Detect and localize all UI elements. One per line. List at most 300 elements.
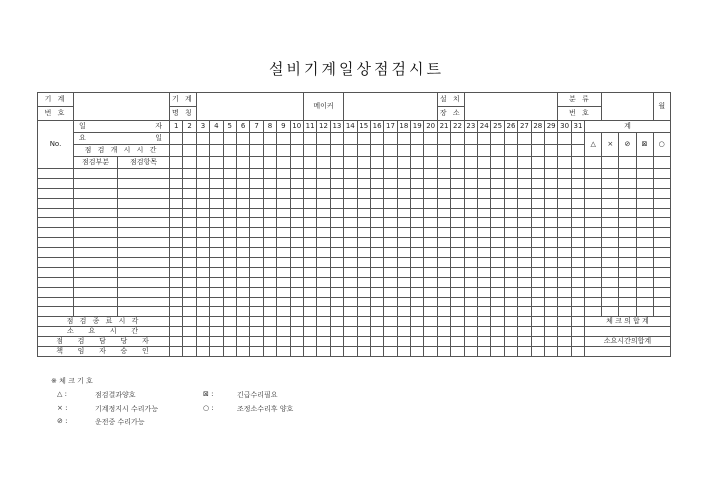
grid-cell bbox=[330, 347, 343, 357]
grid-cell bbox=[424, 248, 437, 258]
grid-cell bbox=[437, 277, 450, 287]
grid-cell bbox=[585, 188, 602, 198]
day-number: 24 bbox=[478, 121, 491, 133]
grid-cell bbox=[290, 277, 303, 287]
grid-cell bbox=[317, 307, 330, 317]
grid-cell bbox=[411, 248, 424, 258]
grid-cell bbox=[317, 238, 330, 248]
grid-cell bbox=[170, 297, 183, 307]
grid-cell bbox=[210, 208, 223, 218]
grid-cell bbox=[183, 307, 196, 317]
day-number: 4 bbox=[210, 121, 223, 133]
grid-cell bbox=[464, 188, 477, 198]
grid-cell bbox=[263, 297, 276, 307]
part-cell bbox=[74, 287, 118, 297]
grid-row bbox=[38, 307, 671, 317]
grid-cell bbox=[170, 157, 183, 169]
grid-cell bbox=[585, 238, 602, 248]
grid-cell bbox=[303, 169, 316, 179]
grid-cell bbox=[504, 287, 517, 297]
weekday-cell bbox=[196, 133, 209, 145]
grid-cell bbox=[170, 198, 183, 208]
grid-cell bbox=[478, 277, 491, 287]
grid-cell bbox=[277, 208, 290, 218]
check-symbol: ○ bbox=[653, 133, 670, 157]
grid-cell bbox=[317, 327, 330, 337]
day-number: 26 bbox=[504, 121, 517, 133]
grid-cell bbox=[196, 208, 209, 218]
grid-cell bbox=[357, 218, 370, 228]
grid-cell bbox=[236, 238, 249, 248]
grid-cell bbox=[357, 337, 370, 347]
start-time-cell bbox=[397, 145, 410, 157]
grid-cell bbox=[384, 317, 397, 327]
grid-row bbox=[38, 337, 671, 347]
grid-row bbox=[38, 178, 671, 188]
day-number: 12 bbox=[317, 121, 330, 133]
grid-cell bbox=[250, 188, 263, 198]
grid-cell bbox=[504, 337, 517, 347]
day-number: 20 bbox=[424, 121, 437, 133]
grid-cell bbox=[558, 327, 571, 337]
grid-cell bbox=[558, 297, 571, 307]
grid-cell bbox=[602, 218, 619, 228]
grid-cell bbox=[397, 218, 410, 228]
grid-cell bbox=[424, 317, 437, 327]
grid-cell bbox=[558, 178, 571, 188]
grid-row bbox=[38, 169, 671, 179]
grid-cell bbox=[504, 238, 517, 248]
grid-cell bbox=[437, 228, 450, 238]
grid-cell bbox=[464, 297, 477, 307]
grid-cell bbox=[464, 267, 477, 277]
grid-cell bbox=[277, 228, 290, 238]
grid-cell bbox=[183, 218, 196, 228]
grid-cell bbox=[451, 258, 464, 268]
weekday-cell bbox=[558, 133, 571, 145]
grid-cell bbox=[411, 157, 424, 169]
legend-heading: ※ 체 크 기 호 bbox=[51, 377, 93, 385]
grid-cell bbox=[344, 188, 357, 198]
grid-cell bbox=[370, 258, 383, 268]
grid-row bbox=[38, 208, 671, 218]
grid-cell bbox=[636, 178, 653, 188]
grid-cell bbox=[585, 218, 602, 228]
grid-cell bbox=[571, 327, 584, 337]
grid-cell bbox=[544, 169, 557, 179]
grid-cell bbox=[653, 277, 670, 287]
grid-cell bbox=[357, 178, 370, 188]
grid-cell bbox=[544, 317, 557, 327]
grid-cell bbox=[653, 258, 670, 268]
grid-cell bbox=[263, 218, 276, 228]
grid-cell bbox=[636, 297, 653, 307]
grid-cell bbox=[236, 307, 249, 317]
grid-cell bbox=[290, 228, 303, 238]
grid-cell bbox=[317, 347, 330, 357]
grid-cell bbox=[277, 337, 290, 347]
grid-cell bbox=[236, 287, 249, 297]
grid-cell bbox=[370, 287, 383, 297]
grid-cell bbox=[183, 287, 196, 297]
grid-cell bbox=[571, 198, 584, 208]
grid-cell bbox=[277, 307, 290, 317]
grid-cell bbox=[196, 337, 209, 347]
grid-cell bbox=[504, 327, 517, 337]
grid-cell bbox=[290, 347, 303, 357]
inspection-grid bbox=[37, 92, 671, 357]
check-symbol: × bbox=[602, 133, 619, 157]
grid-cell bbox=[344, 327, 357, 337]
grid-cell bbox=[619, 228, 636, 238]
grid-cell bbox=[437, 198, 450, 208]
grid-cell bbox=[411, 169, 424, 179]
grid-cell bbox=[263, 169, 276, 179]
grid-cell bbox=[504, 228, 517, 238]
grid-cell bbox=[170, 277, 183, 287]
grid-cell bbox=[223, 198, 236, 208]
grid-cell bbox=[183, 178, 196, 188]
grid-cell bbox=[303, 317, 316, 327]
grid-cell bbox=[518, 277, 531, 287]
grid-cell bbox=[424, 258, 437, 268]
grid-cell bbox=[303, 248, 316, 258]
grid-cell bbox=[236, 157, 249, 169]
grid-cell bbox=[491, 317, 504, 327]
grid-cell bbox=[357, 287, 370, 297]
grid-cell bbox=[317, 267, 330, 277]
item-cell bbox=[118, 258, 170, 268]
start-time-cell bbox=[478, 145, 491, 157]
grid-cell bbox=[602, 228, 619, 238]
grid-cell bbox=[558, 157, 571, 169]
grid-cell bbox=[424, 178, 437, 188]
grid-cell bbox=[370, 188, 383, 198]
grid-cell bbox=[263, 327, 276, 337]
grid-cell bbox=[210, 347, 223, 357]
part-cell bbox=[74, 258, 118, 268]
grid-cell bbox=[437, 169, 450, 179]
grid-cell bbox=[196, 347, 209, 357]
grid-cell bbox=[290, 218, 303, 228]
start-time-cell bbox=[196, 145, 209, 157]
grid-cell bbox=[397, 277, 410, 287]
grid-cell bbox=[317, 169, 330, 179]
day-number: 7 bbox=[250, 121, 263, 133]
grid-cell bbox=[558, 198, 571, 208]
grid-cell bbox=[344, 267, 357, 277]
grid-cell bbox=[223, 248, 236, 258]
grid-cell bbox=[464, 277, 477, 287]
grid-cell bbox=[544, 297, 557, 307]
weekday-cell bbox=[263, 133, 276, 145]
grid-cell bbox=[437, 307, 450, 317]
grid-cell bbox=[330, 327, 343, 337]
grid-cell bbox=[544, 218, 557, 228]
start-time-cell bbox=[223, 145, 236, 157]
start-time-cell bbox=[236, 145, 249, 157]
grid-cell bbox=[263, 157, 276, 169]
grid-cell bbox=[558, 307, 571, 317]
grid-cell bbox=[636, 307, 653, 317]
grid-cell bbox=[277, 157, 290, 169]
machine-no-label: 번 호 bbox=[38, 107, 74, 121]
grid-cell bbox=[370, 178, 383, 188]
grid-cell bbox=[464, 218, 477, 228]
weekday-cell bbox=[384, 133, 397, 145]
row-no-cell bbox=[38, 198, 74, 208]
grid-cell bbox=[183, 347, 196, 357]
grid-cell bbox=[491, 277, 504, 287]
legend-symbol: × : bbox=[57, 404, 68, 412]
grid-row bbox=[38, 133, 671, 145]
grid-cell bbox=[370, 317, 383, 327]
grid-cell bbox=[384, 267, 397, 277]
grid-cell bbox=[170, 208, 183, 218]
grid-cell bbox=[491, 198, 504, 208]
check-symbol-legend bbox=[37, 372, 670, 426]
grid-cell bbox=[491, 248, 504, 258]
grid-cell bbox=[236, 188, 249, 198]
grid-cell bbox=[370, 327, 383, 337]
grid-cell bbox=[330, 287, 343, 297]
grid-cell bbox=[653, 238, 670, 248]
grid-row bbox=[38, 317, 671, 327]
grid-cell bbox=[210, 267, 223, 277]
item-cell bbox=[118, 248, 170, 258]
grid-cell bbox=[531, 347, 544, 357]
grid-cell bbox=[478, 307, 491, 317]
grid-cell bbox=[250, 169, 263, 179]
grid-cell bbox=[250, 337, 263, 347]
weekday-cell bbox=[424, 133, 437, 145]
grid-cell bbox=[196, 277, 209, 287]
grid-cell bbox=[170, 347, 183, 357]
grid-cell bbox=[464, 228, 477, 238]
date-label: 일 자 bbox=[74, 121, 170, 133]
grid-cell bbox=[451, 178, 464, 188]
grid-cell bbox=[478, 337, 491, 347]
grid-cell bbox=[531, 287, 544, 297]
grid-cell bbox=[223, 238, 236, 248]
grid-cell bbox=[223, 297, 236, 307]
grid-cell bbox=[437, 258, 450, 268]
grid-cell bbox=[196, 188, 209, 198]
grid-cell bbox=[544, 337, 557, 347]
grid-cell bbox=[357, 208, 370, 218]
grid-cell bbox=[344, 248, 357, 258]
grid-cell bbox=[437, 267, 450, 277]
grid-cell bbox=[250, 178, 263, 188]
grid-cell bbox=[397, 198, 410, 208]
grid-cell bbox=[504, 157, 517, 169]
day-number: 2 bbox=[183, 121, 196, 133]
location-value bbox=[464, 93, 558, 121]
legend-text: 점검결과양호 bbox=[95, 391, 136, 399]
class-no-label: 분 류 bbox=[558, 93, 602, 107]
grid-cell bbox=[504, 258, 517, 268]
grid-cell bbox=[397, 248, 410, 258]
grid-cell bbox=[411, 347, 424, 357]
grid-cell bbox=[518, 267, 531, 277]
grid-cell bbox=[478, 267, 491, 277]
day-number: 29 bbox=[544, 121, 557, 133]
grid-cell bbox=[451, 238, 464, 248]
grid-cell bbox=[250, 307, 263, 317]
grid-cell bbox=[183, 258, 196, 268]
day-number: 30 bbox=[558, 121, 571, 133]
grid-cell bbox=[531, 267, 544, 277]
grid-cell bbox=[636, 169, 653, 179]
grid-cell bbox=[451, 248, 464, 258]
grid-cell bbox=[236, 178, 249, 188]
grid-cell bbox=[317, 228, 330, 238]
grid-cell bbox=[196, 307, 209, 317]
grid-cell bbox=[183, 337, 196, 347]
grid-cell bbox=[196, 287, 209, 297]
grid-cell bbox=[277, 347, 290, 357]
start-time-cell bbox=[370, 145, 383, 157]
grid-cell bbox=[384, 208, 397, 218]
grid-cell bbox=[384, 228, 397, 238]
grid-cell bbox=[250, 267, 263, 277]
weekday-cell bbox=[544, 133, 557, 145]
grid-cell bbox=[183, 157, 196, 169]
grid-cell bbox=[585, 297, 602, 307]
grid-cell bbox=[317, 287, 330, 297]
grid-cell bbox=[478, 287, 491, 297]
grid-cell bbox=[451, 267, 464, 277]
weekday-cell bbox=[344, 133, 357, 145]
grid-cell bbox=[183, 198, 196, 208]
grid-cell bbox=[518, 297, 531, 307]
location-label: 장 소 bbox=[437, 107, 464, 121]
grid-cell bbox=[478, 258, 491, 268]
grid-cell bbox=[571, 208, 584, 218]
grid-cell bbox=[464, 157, 477, 169]
start-time-cell bbox=[263, 145, 276, 157]
grid-cell bbox=[277, 238, 290, 248]
row-no-cell bbox=[38, 218, 74, 228]
grid-cell bbox=[303, 347, 316, 357]
grid-cell bbox=[290, 178, 303, 188]
grid-cell bbox=[531, 238, 544, 248]
grid-cell bbox=[504, 218, 517, 228]
grid-row bbox=[38, 287, 671, 297]
grid-cell bbox=[518, 287, 531, 297]
grid-cell bbox=[518, 228, 531, 238]
grid-cell bbox=[437, 317, 450, 327]
grid-cell bbox=[636, 267, 653, 277]
grid-cell bbox=[504, 178, 517, 188]
legend-text: 조정소수리후 양호 bbox=[237, 405, 294, 413]
part-cell bbox=[74, 188, 118, 198]
grid-cell bbox=[223, 258, 236, 268]
day-number: 18 bbox=[397, 121, 410, 133]
grid-cell bbox=[491, 287, 504, 297]
grid-cell bbox=[330, 228, 343, 238]
grid-cell bbox=[464, 258, 477, 268]
maker-value bbox=[344, 93, 438, 121]
grid-cell bbox=[183, 317, 196, 327]
grid-cell bbox=[653, 287, 670, 297]
grid-cell bbox=[303, 208, 316, 218]
grid-cell bbox=[183, 169, 196, 179]
grid-cell bbox=[223, 188, 236, 198]
weekday-cell bbox=[183, 133, 196, 145]
grid-cell bbox=[384, 198, 397, 208]
grid-row bbox=[38, 327, 671, 337]
grid-cell bbox=[478, 238, 491, 248]
row-no-cell bbox=[38, 178, 74, 188]
grid-cell bbox=[602, 169, 619, 179]
grid-cell bbox=[531, 228, 544, 238]
check-symbol: △ bbox=[585, 133, 602, 157]
grid-cell bbox=[424, 287, 437, 297]
grid-cell bbox=[210, 317, 223, 327]
grid-cell bbox=[223, 327, 236, 337]
grid-cell bbox=[518, 258, 531, 268]
grid-cell bbox=[571, 258, 584, 268]
grid-cell bbox=[491, 218, 504, 228]
grid-cell bbox=[330, 169, 343, 179]
grid-cell bbox=[290, 297, 303, 307]
grid-cell bbox=[330, 178, 343, 188]
grid-cell bbox=[602, 198, 619, 208]
grid-cell bbox=[504, 169, 517, 179]
grid-cell bbox=[653, 188, 670, 198]
maker-label: 메이커 bbox=[303, 93, 343, 121]
grid-cell bbox=[504, 208, 517, 218]
grid-cell bbox=[210, 337, 223, 347]
grid-cell bbox=[303, 297, 316, 307]
grid-cell bbox=[223, 307, 236, 317]
grid-cell bbox=[223, 337, 236, 347]
grid-cell bbox=[437, 287, 450, 297]
grid-cell bbox=[303, 157, 316, 169]
grid-cell bbox=[411, 287, 424, 297]
grid-cell bbox=[330, 267, 343, 277]
grid-cell bbox=[357, 188, 370, 198]
weekday-cell bbox=[330, 133, 343, 145]
grid-cell bbox=[411, 327, 424, 337]
start-time-cell bbox=[491, 145, 504, 157]
grid-cell bbox=[602, 248, 619, 258]
day-number: 3 bbox=[196, 121, 209, 133]
start-time-label: 점 검 개 시 시 간 bbox=[74, 145, 170, 157]
legend-symbol: ⊘ : bbox=[57, 417, 68, 425]
grid-cell bbox=[223, 208, 236, 218]
grid-cell bbox=[223, 287, 236, 297]
grid-cell bbox=[263, 258, 276, 268]
grid-cell bbox=[504, 277, 517, 287]
grid-cell bbox=[424, 157, 437, 169]
legend-text: 운전중 수리가능 bbox=[95, 418, 145, 426]
grid-cell bbox=[196, 267, 209, 277]
grid-cell bbox=[437, 327, 450, 337]
grid-cell bbox=[602, 297, 619, 307]
row-no-cell bbox=[38, 258, 74, 268]
grid-cell bbox=[518, 188, 531, 198]
grid-cell bbox=[558, 258, 571, 268]
grid-row bbox=[38, 145, 671, 157]
grid-cell bbox=[558, 248, 571, 258]
start-time-cell bbox=[357, 145, 370, 157]
grid-cell bbox=[330, 307, 343, 317]
grid-cell bbox=[170, 178, 183, 188]
grid-cell bbox=[585, 248, 602, 258]
grid-cell bbox=[277, 297, 290, 307]
